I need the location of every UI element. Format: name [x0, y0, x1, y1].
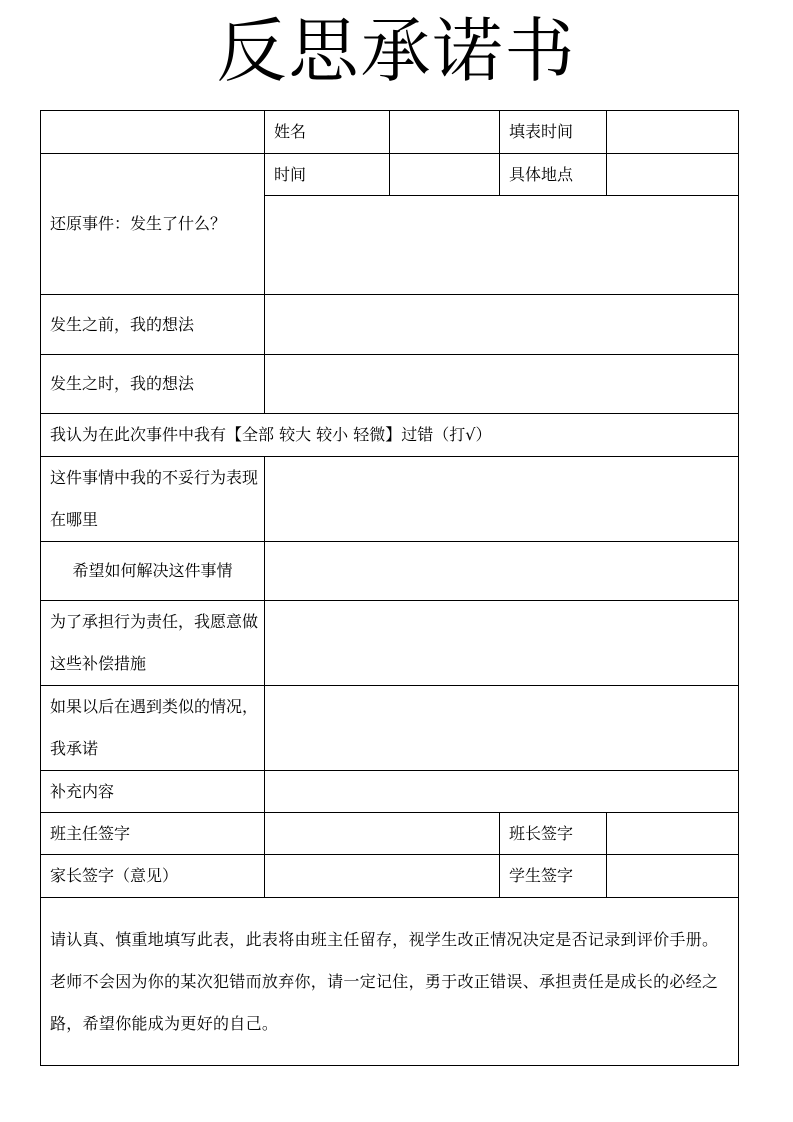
notes-cell	[41, 898, 739, 1066]
thought-during-label: 发生之时，我的想法	[41, 355, 265, 414]
location-label: 具体地点	[500, 154, 607, 196]
name-field[interactable]	[390, 111, 500, 154]
student-sign-label: 学生签字	[500, 855, 607, 898]
table-row	[41, 414, 739, 457]
table-row	[41, 154, 739, 196]
improper-behavior-label: 这件事情中我的不妥行为表现在哪里	[41, 457, 265, 542]
note-paragraph-1: 请认真、慎重地填写此表，此表将由班主任留存，视学生改正情况决定是否记录到评价手册。	[50, 929, 719, 949]
supplement-label: 补充内容	[41, 771, 265, 813]
parent-sign-field[interactable]	[265, 855, 500, 898]
promise-label: 如果以后在遇到类似的情况，我承诺	[41, 686, 265, 771]
table-row	[41, 542, 739, 601]
table-row	[41, 601, 739, 686]
table-row	[41, 111, 739, 154]
student-sign-field[interactable]	[607, 855, 739, 898]
table-row	[41, 771, 739, 813]
head-teacher-sign-field[interactable]	[265, 813, 500, 855]
event-field[interactable]	[265, 196, 739, 295]
parent-sign-label: 家长签字（意见）	[41, 855, 265, 898]
monitor-sign-label: 班长签字	[500, 813, 607, 855]
solution-label: 希望如何解决这件事情	[41, 542, 265, 601]
solution-field[interactable]	[265, 542, 739, 601]
table-row	[41, 295, 739, 355]
table-row	[41, 686, 739, 771]
event-label: 还原事件：发生了什么？	[41, 154, 265, 295]
compensation-label: 为了承担行为责任，我愿意做这些补偿措施	[41, 601, 265, 686]
thought-during-field[interactable]	[265, 355, 739, 414]
date-filled-label: 填表时间	[500, 111, 607, 154]
table-row	[41, 457, 739, 542]
date-filled-field[interactable]	[607, 111, 739, 154]
table-row	[41, 898, 739, 1066]
thought-before-field[interactable]	[265, 295, 739, 355]
time-label: 时间	[265, 154, 390, 196]
time-field[interactable]	[390, 154, 500, 196]
monitor-sign-field[interactable]	[607, 813, 739, 855]
location-field[interactable]	[607, 154, 739, 196]
compensation-field[interactable]	[265, 601, 739, 686]
table-row	[41, 855, 739, 898]
fault-degree-statement[interactable]: 我认为在此次事件中我有【全部 较大 较小 轻微】过错（打√）	[41, 414, 739, 457]
promise-field[interactable]	[265, 686, 739, 771]
table-row	[41, 813, 739, 855]
blank-corner-cell	[41, 111, 265, 154]
reflection-form-table	[40, 110, 739, 1066]
table-row	[41, 355, 739, 414]
supplement-field[interactable]	[265, 771, 739, 813]
thought-before-label: 发生之前，我的想法	[41, 295, 265, 355]
head-teacher-sign-label: 班主任签字	[41, 813, 265, 855]
page-title: 反思承诺书	[216, 10, 577, 92]
name-label: 姓名	[265, 111, 390, 154]
note-paragraph-2: 老师不会因为你的某次犯错而放弃你，请一定记住，勇于改正错误、承担责任是成长的必经之路，希望你能成为更好的自己。	[50, 971, 719, 1033]
improper-behavior-field[interactable]	[265, 457, 739, 542]
